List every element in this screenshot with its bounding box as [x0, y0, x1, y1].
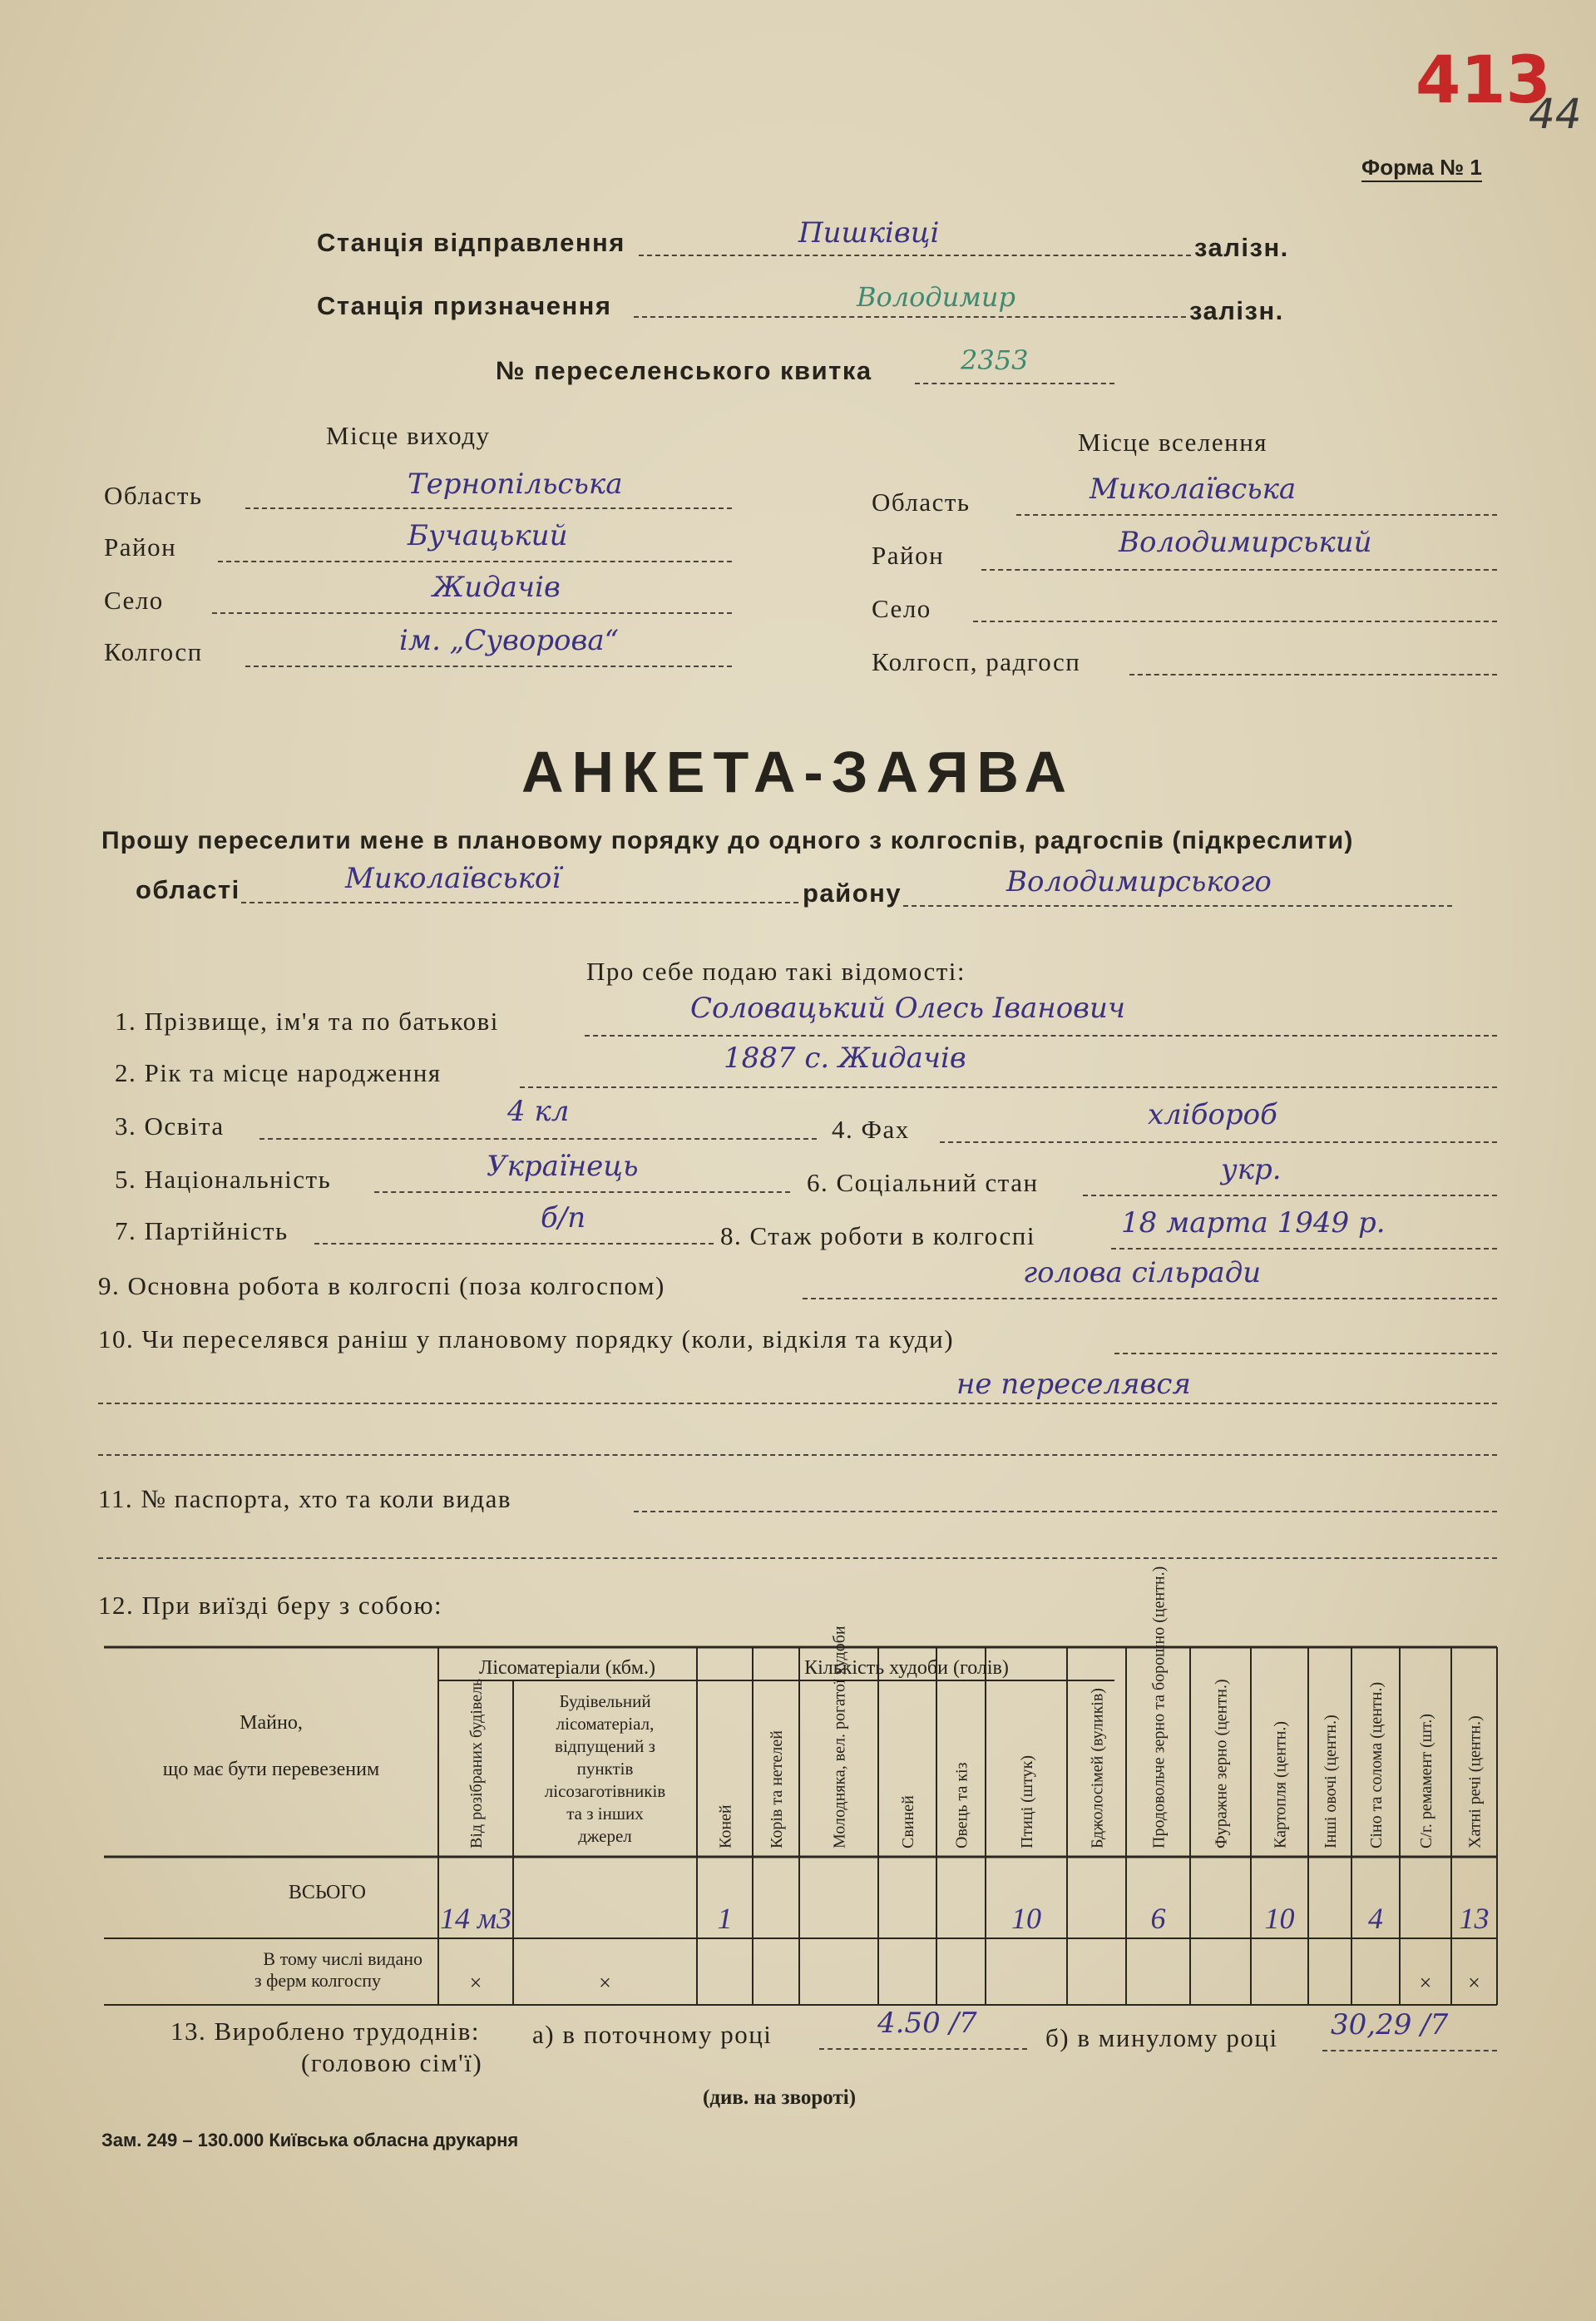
col-header-13: Інші овочі (центн.) [1322, 1715, 1340, 1848]
row-farm-label-1: В тому числі видано [263, 1948, 422, 1969]
request-rayon-label: району [803, 878, 902, 908]
farm-cell-16: × [1468, 1971, 1480, 1995]
field-1-value: Соловацький Олесь Іванович [690, 992, 1125, 1025]
request-text: Прошу переселити мене в плановому порядку до одного з колгоспів, радгоспів (підкреслити) [101, 827, 1354, 854]
total-cell-1: 14 м3 [440, 1902, 511, 1935]
dest-oblast-value: Миколаївська [1090, 473, 1297, 506]
row-farm-label-2: з ферм колгоспу [254, 1970, 381, 1991]
property-col-header-1: Майно, [240, 1712, 303, 1734]
field-8-value: 18 марта 1949 р. [1121, 1206, 1386, 1240]
field-6-value: укр. [1221, 1153, 1282, 1186]
col-header-2: пунктів [576, 1759, 634, 1779]
dest-rayon-value: Володимирський [1119, 526, 1372, 559]
col-header-2: лісоматеріал, [556, 1714, 655, 1734]
field-10-value: не переселявся [956, 1368, 1191, 1401]
field-4-label: 4. Фах [832, 1115, 910, 1144]
field-3-label: 3. Освіта [115, 1111, 225, 1141]
total-cell-14: 4 [1368, 1902, 1383, 1935]
workdays-previous-value: 30,29 /7 [1331, 2008, 1449, 2041]
farm-cell-15: × [1419, 1971, 1432, 1995]
lumber-group-header: Лісоматеріали (кбм.) [479, 1657, 655, 1679]
station-departure-suffix: залізн. [1194, 233, 1289, 262]
field-2-label: 2. Рік та місце народження [115, 1058, 442, 1087]
field-4-value: хлібороб [1148, 1098, 1277, 1131]
field-8-label: 8. Стаж роботи в колгоспі [720, 1221, 1035, 1250]
origin-kolhosp-label: Колгосп [104, 637, 203, 666]
col-header-9: Бджолосімей (вуликів) [1088, 1688, 1107, 1848]
field-9-label: 9. Основна робота в колгоспі (поза колгоспом) [98, 1271, 665, 1300]
col-header-2: джерел [578, 1826, 632, 1846]
dest-oblast-label: Область [872, 487, 971, 517]
workdays-label: 13. Вироблено трудоднів: [170, 2017, 481, 2046]
origin-oblast-value: Тернопільська [408, 468, 623, 501]
col-header-16: Хатні речі (центн.) [1465, 1715, 1485, 1848]
field-9-value: голова сільради [1023, 1256, 1262, 1289]
field-5-label: 5. Національність [115, 1165, 332, 1194]
archive-number-red: 413 [1416, 43, 1551, 118]
turn-over-note: (див. на звороті) [703, 2086, 857, 2109]
livestock-group-header: Кількість худоби (голів) [804, 1657, 1009, 1679]
col-header-2: лісозаготівників [544, 1781, 666, 1801]
archive-number-pencil: 44 [1529, 90, 1582, 138]
total-cell-10: 6 [1150, 1902, 1166, 1935]
document-title: АНКЕТА-ЗАЯВА [521, 740, 1075, 804]
dest-kolhosp-label: Колгосп, радгосп [872, 647, 1081, 676]
field-3-value: 4 кл [507, 1095, 570, 1128]
request-oblast-label: області [136, 875, 240, 904]
farm-cell-2: × [599, 1971, 611, 1995]
about-heading: Про себе подаю такі відомості: [586, 957, 966, 986]
field-2-value: 1887 с. Жидачів [724, 1042, 966, 1075]
col-header-2: відпущений з [555, 1736, 655, 1756]
ticket-label: № переселенського квитка [496, 356, 872, 385]
origin-village-value: Жидачів [432, 571, 561, 604]
total-cell-16: 13 [1459, 1902, 1490, 1935]
workdays-sublabel: (головою сім'ї) [301, 2048, 483, 2077]
form-label: Форма № 1 [1361, 155, 1482, 182]
col-header-5: Молодняка, вел. рогатої худоби [830, 1626, 849, 1848]
col-header-14: Сіно та солома (центн.) [1367, 1681, 1386, 1848]
dest-rayon-label: Район [872, 541, 945, 570]
dest-village-label: Село [872, 594, 931, 623]
origin-rayon-label: Район [104, 532, 177, 562]
origin-kolhosp-value: ім. „Суворова“ [399, 624, 619, 657]
station-destination-suffix: залізн. [1189, 296, 1284, 325]
origin-heading: Місце виходу [326, 421, 491, 450]
workdays-current-value: 4.50 /7 [877, 2007, 977, 2040]
col-header-1: Від розібраних будівель [467, 1678, 486, 1848]
field-12-label: 12. При виїзді беру з собою: [98, 1591, 443, 1620]
field-11-label: 11. № паспорта, хто та коли видав [98, 1484, 511, 1513]
printer-imprint: Зам. 249 – 130.000 Київська обласна друкарня [101, 2130, 519, 2150]
workdays-previous-label: б) в минулому році [1045, 2023, 1278, 2052]
col-header-6: Свиней [899, 1795, 917, 1848]
col-header-8: Птиці (штук) [1018, 1754, 1036, 1848]
field-7-value: б/п [541, 1201, 586, 1235]
ticket-value: 2353 [961, 344, 1029, 376]
station-destination-value: Володимир [857, 281, 1015, 313]
field-5-value: Українець [487, 1150, 639, 1183]
field-10-label: 10. Чи переселявся раніш у плановому порядку (коли, відкіля та куди) [98, 1324, 955, 1354]
station-departure-value: Пишківці [798, 216, 940, 250]
origin-oblast-label: Область [104, 481, 203, 510]
col-header-3: Коней [716, 1804, 735, 1848]
col-header-2: Будівельний [559, 1691, 651, 1711]
field-6-label: 6. Соціальний стан [807, 1168, 1039, 1197]
col-header-11: Фуражне зерно (центн.) [1212, 1679, 1231, 1848]
col-header-2: та з інших [566, 1804, 644, 1824]
total-cell-12: 10 [1264, 1902, 1295, 1935]
workdays-current-label: а) в поточному році [532, 2020, 773, 2049]
col-header-4: Корів та нетелей [768, 1730, 786, 1848]
farm-cell-1: × [469, 1971, 482, 1995]
total-cell-8: 10 [1011, 1902, 1041, 1935]
destination-heading: Місце вселення [1078, 428, 1268, 457]
col-header-10: Продовольче зерно та борошно (центн.) [1149, 1566, 1169, 1848]
station-destination-label: Станція призначення [317, 291, 612, 320]
col-header-12: Картопля (центн.) [1271, 1720, 1290, 1848]
request-oblast-value: Миколаївської [345, 862, 561, 895]
origin-village-label: Село [104, 586, 164, 615]
field-7-label: 7. Партійність [115, 1216, 289, 1245]
origin-rayon-value: Бучацький [408, 519, 568, 552]
field-1-label: 1. Прізвище, ім'я та по батькові [115, 1007, 499, 1036]
request-rayon-value: Володимирського [1006, 865, 1272, 898]
col-header-15: С/г. ремамент (шт.) [1417, 1713, 1435, 1848]
row-total-label: ВСЬОГО [288, 1882, 366, 1903]
col-header-7: Овець та кіз [952, 1762, 971, 1848]
total-cell-3: 1 [717, 1902, 733, 1935]
station-departure-label: Станція відправлення [317, 228, 625, 257]
property-col-header-2: що має бути перевезеним [162, 1759, 380, 1780]
